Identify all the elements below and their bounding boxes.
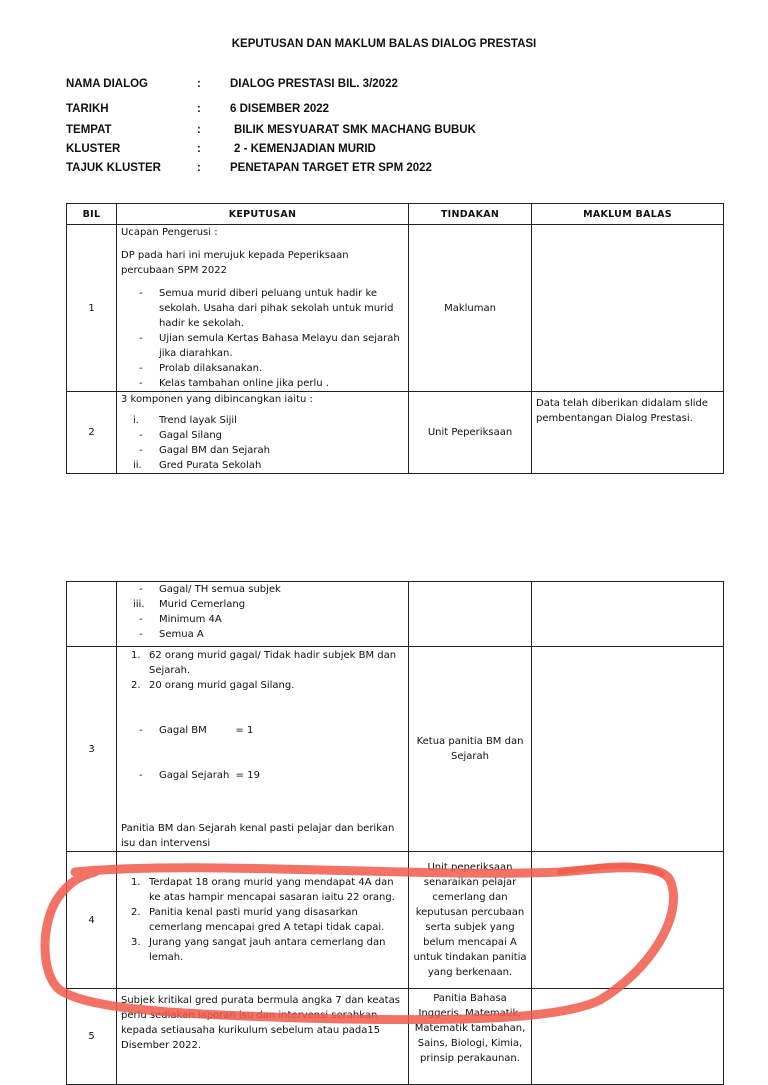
list-item bbox=[121, 413, 404, 428]
list-item: - Gagal Sejarah = 19 bbox=[139, 768, 404, 783]
keputusan-intro: Ucapan Pengerusi : bbox=[121, 227, 218, 238]
header-bil: BIL bbox=[67, 204, 117, 225]
meta-colon: : bbox=[197, 124, 201, 136]
list-text: Murid Cemerlang bbox=[159, 599, 246, 610]
list-marker: 2. bbox=[131, 907, 141, 918]
list-item bbox=[121, 678, 404, 693]
tindakan-cell: Unit Peperiksaan bbox=[409, 392, 532, 474]
header-keputusan: KEPUTUSAN bbox=[117, 204, 409, 225]
sub-list bbox=[121, 612, 404, 642]
meta-colon: : bbox=[197, 103, 201, 115]
meta-value: DIALOG PRESTASI BIL. 3/2022 bbox=[230, 78, 398, 90]
maklum-balas-cell bbox=[532, 989, 724, 1085]
keputusan-paragraph: Panitia BM dan Sejarah kenal pasti pelajar dan berikan isu dan intervensi bbox=[121, 823, 395, 849]
list-text: Panitia kenal pasti murid yang disasarkan cemerlang mencapai gred A tetapi tidak capai. bbox=[149, 907, 385, 933]
table-row bbox=[67, 647, 724, 852]
meta-row-nama-dialog bbox=[66, 78, 706, 94]
sub-list bbox=[121, 693, 404, 813]
row-number: 2 bbox=[67, 392, 117, 474]
meta-label: TAJUK KLUSTER bbox=[66, 162, 161, 174]
decisions-table-page1 bbox=[66, 203, 724, 474]
meta-value: 2 - KEMENJADIAN MURID bbox=[234, 143, 376, 155]
row-number: 1 bbox=[67, 225, 117, 392]
tindakan-cell: Panitia Bahasa Inggeris, Matematik, Matematik tambahan, Sains, Biologi, Kimia, prinsip perakaunan. bbox=[409, 989, 532, 1085]
list-marker: 2. bbox=[131, 680, 141, 691]
bullet-list bbox=[121, 286, 404, 391]
list-text: 62 orang murid gagal/ Tidak hadir subjek BM dan Sejarah. bbox=[149, 650, 397, 676]
list-item bbox=[121, 458, 404, 473]
meta-row-tarikh bbox=[66, 103, 706, 119]
keputusan-cell bbox=[117, 225, 409, 392]
list-item: - Semua A bbox=[139, 627, 404, 642]
list-marker: iii. bbox=[133, 599, 145, 610]
keputusan-cell bbox=[117, 852, 409, 989]
list-item: - Gagal BM = 1 bbox=[139, 723, 404, 738]
meta-row-kluster bbox=[66, 143, 706, 159]
table-row bbox=[67, 582, 724, 647]
list-item: - Kelas tambahan online jika perlu . bbox=[139, 376, 404, 391]
keputusan-cell bbox=[117, 392, 409, 474]
tindakan-cell: Makluman bbox=[409, 225, 532, 392]
list-item bbox=[121, 935, 404, 965]
list-item: - Gagal BM dan Sejarah bbox=[139, 443, 404, 458]
sub-list bbox=[121, 428, 404, 458]
table-row bbox=[67, 392, 724, 474]
document-title: KEPUTUSAN DAN MAKLUM BALAS DIALOG PRESTASI bbox=[231, 38, 537, 50]
row-number: 5 bbox=[67, 989, 117, 1085]
list-item: - Minimum 4A bbox=[139, 612, 404, 627]
keputusan-cell bbox=[117, 647, 409, 852]
list-item bbox=[121, 875, 404, 905]
maklum-balas-cell bbox=[532, 852, 724, 989]
table-row bbox=[67, 852, 724, 989]
meta-row-tempat bbox=[66, 124, 706, 140]
meta-label: TARIKH bbox=[66, 103, 109, 115]
list-text: Gred Purata Sekolah bbox=[159, 460, 262, 471]
row-number: 4 bbox=[67, 852, 117, 989]
list-item: - Gagal/ TH semua subjek bbox=[139, 582, 404, 597]
decisions-table-page2 bbox=[66, 581, 724, 1085]
list-text: 20 orang murid gagal Silang. bbox=[149, 680, 295, 691]
list-item bbox=[121, 597, 404, 612]
meta-label: NAMA DIALOG bbox=[66, 78, 148, 90]
sub-list bbox=[121, 582, 404, 597]
keputusan-intro: 3 komponen yang dibincangkan iaitu : bbox=[121, 394, 313, 405]
list-item bbox=[121, 648, 404, 678]
row-number bbox=[67, 582, 117, 647]
meta-colon: : bbox=[197, 162, 201, 174]
list-item: - Semua murid diberi peluang untuk hadir ke sekolah. Usaha dari pihak sekolah untuk murid hadir ke sekolah. bbox=[139, 286, 404, 331]
table-row bbox=[67, 225, 724, 392]
maklum-balas-cell: Data telah diberikan didalam slide pembentangan Dialog Prestasi. bbox=[532, 392, 724, 474]
list-text: Terdapat 18 orang murid yang mendapat 4A dan ke atas hampir mencapai sasaran iaitu 22 orang. bbox=[149, 877, 395, 903]
meta-colon: : bbox=[197, 78, 201, 90]
list-marker: 1. bbox=[131, 650, 141, 661]
meta-label: TEMPAT bbox=[66, 124, 112, 136]
row-number: 3 bbox=[67, 647, 117, 852]
header-tindakan: TINDAKAN bbox=[409, 204, 532, 225]
meta-label: KLUSTER bbox=[66, 143, 121, 155]
meta-value: 6 DISEMBER 2022 bbox=[230, 103, 330, 115]
maklum-balas-cell bbox=[532, 647, 724, 852]
list-text: Jurang yang sangat jauh antara cemerlang dan lemah. bbox=[149, 937, 386, 963]
header-maklum-balas: MAKLUM BALAS bbox=[532, 204, 724, 225]
list-marker: ii. bbox=[133, 460, 142, 471]
list-marker: 1. bbox=[131, 877, 141, 888]
tindakan-cell bbox=[409, 582, 532, 647]
meta-value: BILIK MESYUARAT SMK MACHANG BUBUK bbox=[234, 124, 476, 136]
keputusan-cell bbox=[117, 582, 409, 647]
list-marker: 3. bbox=[131, 937, 141, 948]
maklum-balas-cell bbox=[532, 582, 724, 647]
tindakan-cell: Unit peperiksaan senaraikan pelajar cemerlang dan keputusan percubaan serta subjek yang belum mencapai A untuk tindakan panitia yang berkenaan. bbox=[409, 852, 532, 989]
meta-row-tajuk-kluster bbox=[66, 162, 706, 178]
list-item: - Prolab dilaksanakan. bbox=[139, 361, 404, 376]
table-row bbox=[67, 989, 724, 1085]
meta-colon: : bbox=[197, 143, 201, 155]
tindakan-cell: Ketua panitia BM dan Sejarah bbox=[409, 647, 532, 852]
meta-value: PENETAPAN TARGET ETR SPM 2022 bbox=[230, 162, 432, 174]
keputusan-cell: Subjek kritikal gred purata bermula angka 7 dan keatas perlu sediakan laporan isu dan intervensi serahkan kepada setiausaha kurikulum sebelum atau pada15 Disember 2022. bbox=[117, 989, 409, 1085]
table-header-row bbox=[67, 204, 724, 225]
list-item: - Gagal Silang bbox=[139, 428, 404, 443]
list-marker: i. bbox=[133, 415, 139, 426]
list-text: Trend layak Sijil bbox=[159, 415, 237, 426]
keputusan-paragraph: DP pada hari ini merujuk kepada Peperiksaan percubaan SPM 2022 bbox=[121, 250, 349, 276]
maklum-balas-cell bbox=[532, 225, 724, 392]
list-item bbox=[121, 905, 404, 935]
list-item: - Ujian semula Kertas Bahasa Melayu dan sejarah jika diarahkan. bbox=[139, 331, 404, 361]
